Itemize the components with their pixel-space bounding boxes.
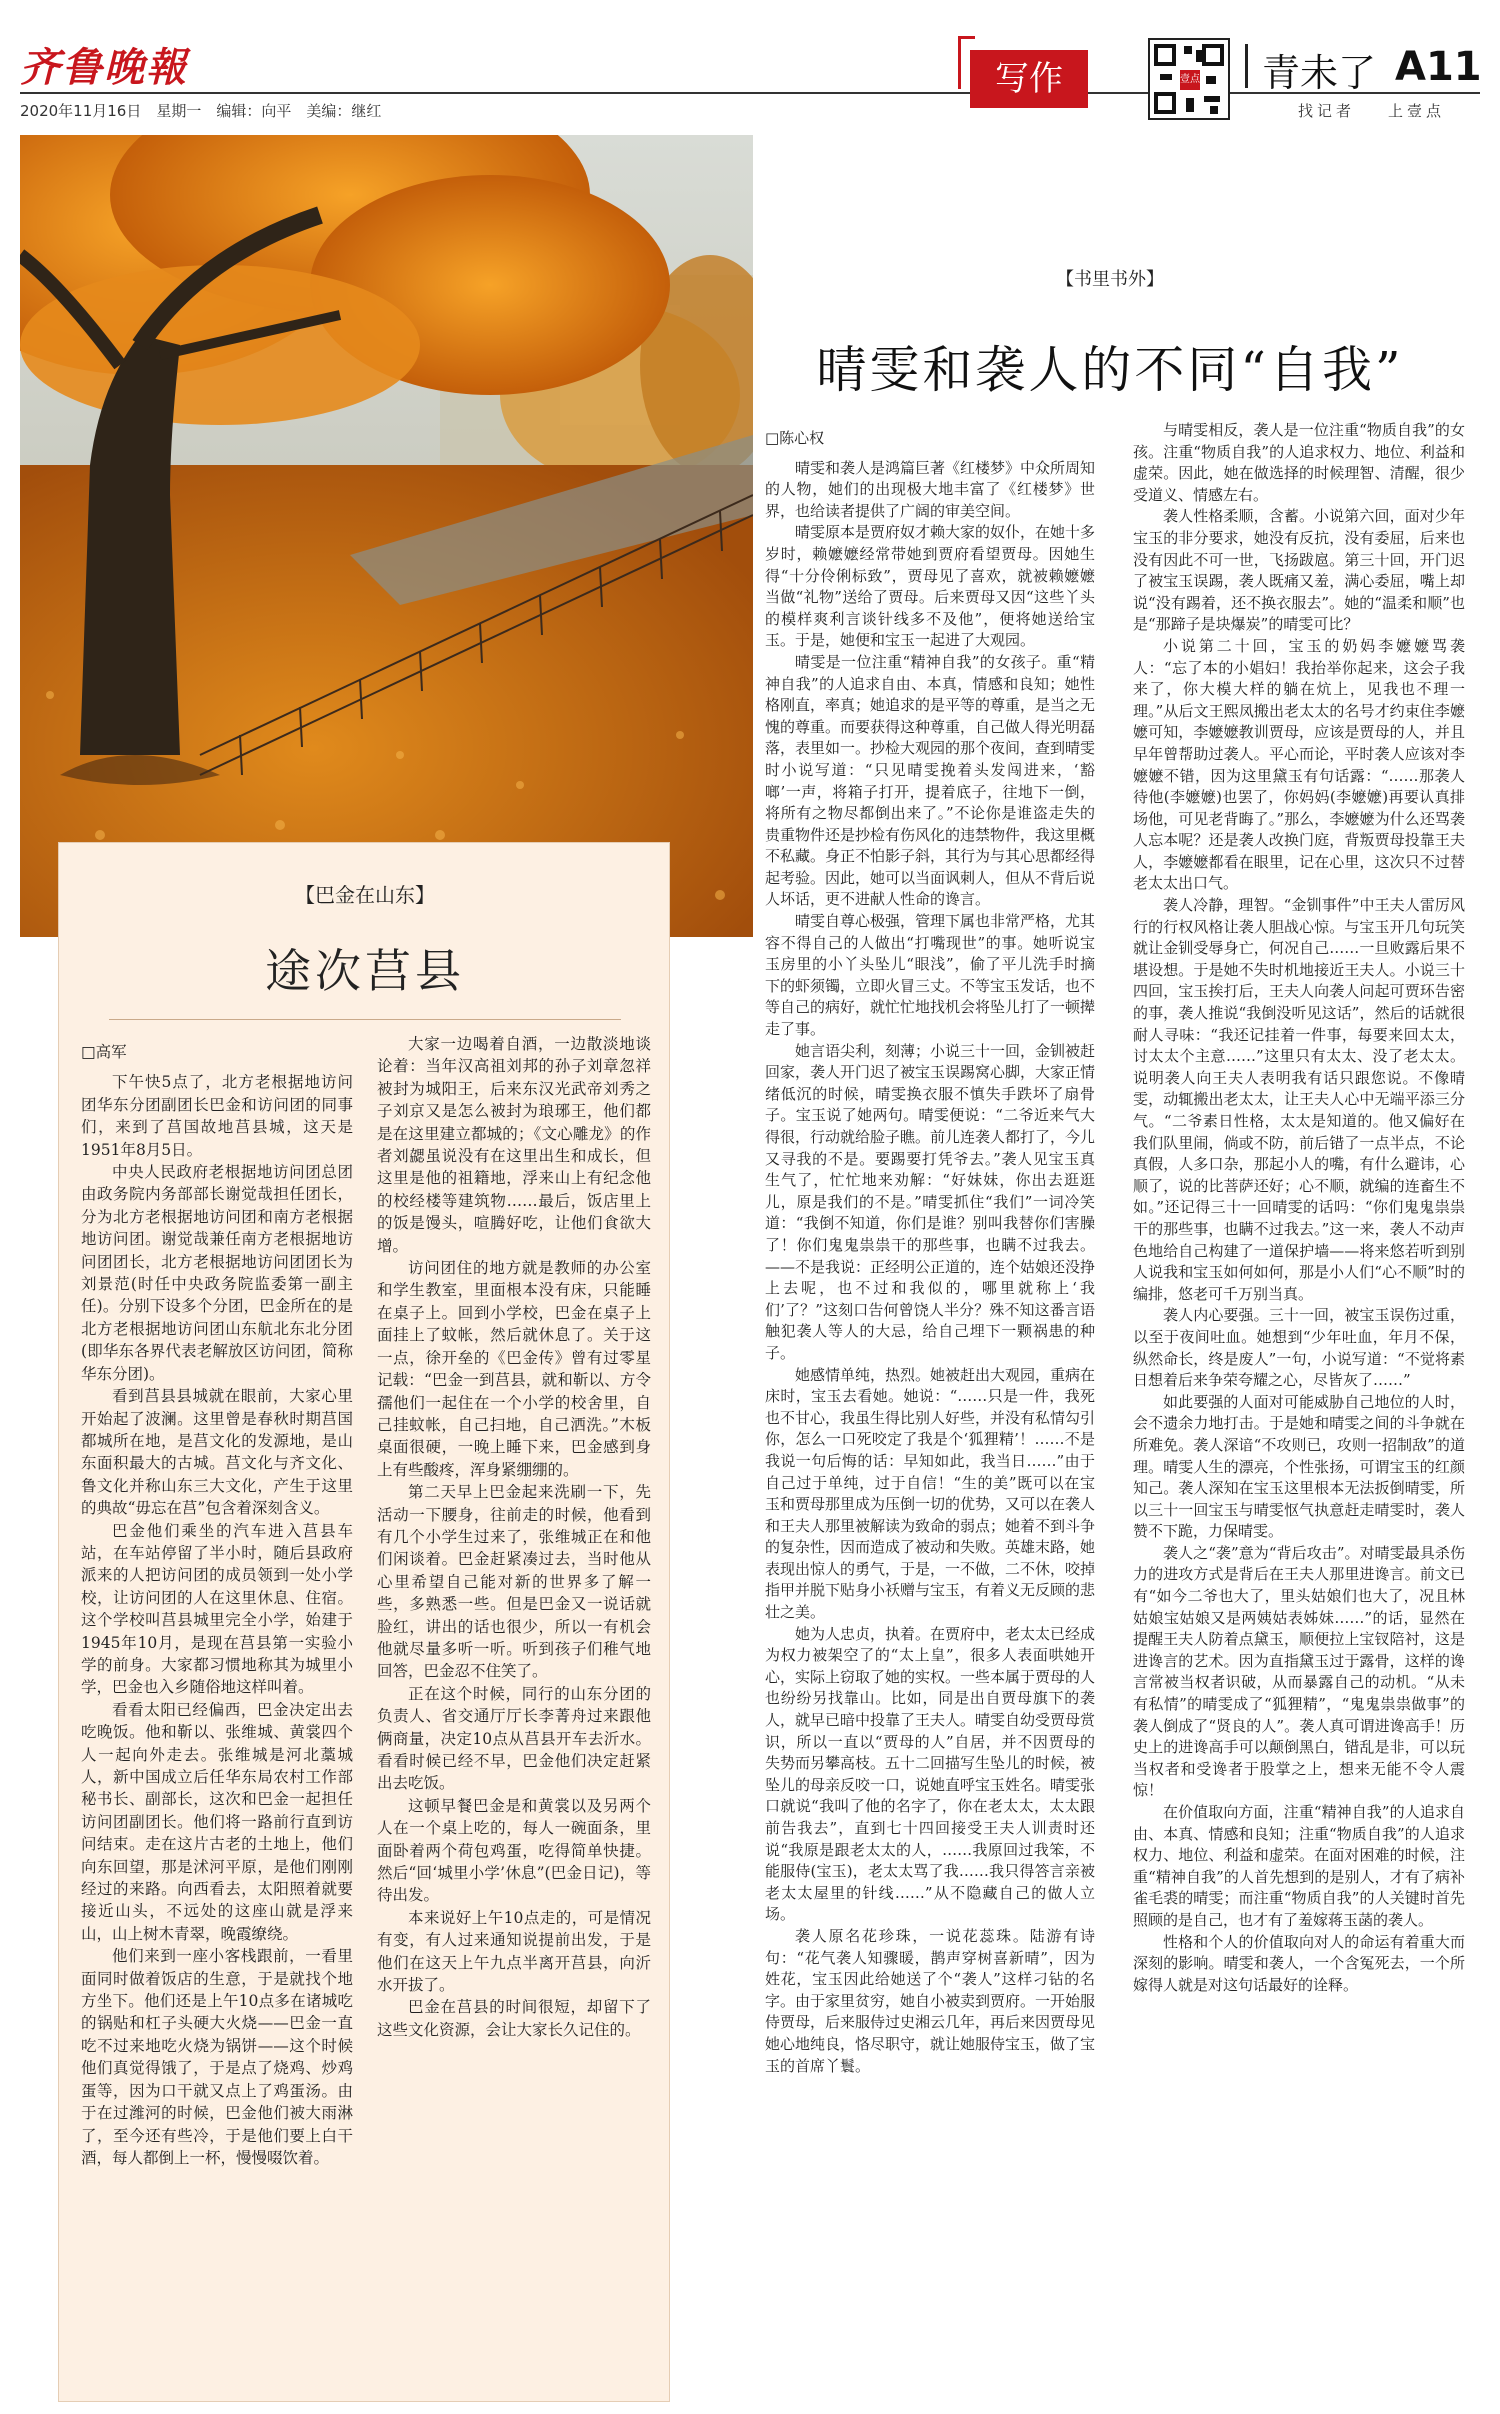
page-number: A11	[1395, 44, 1482, 90]
paragraph: 如此要强的人面对可能威胁自己地位的人时，会不遗余力地打击。于是她和晴雯之间的斗争就在所难免。袭人深谙“不攻则已，攻则一招制敌”的道理。晴雯人生的漂亮，个性张扬，可谓宝玉的红颜知己。袭人深知在宝玉这里根本无法扳倒晴雯，所以三十一回宝玉与晴雯怄气执意赶走晴雯时，袭人赞不下跪，力保晴雯。	[1133, 1392, 1465, 1541]
paragraph: 这顿早餐巴金是和黄裳以及另两个人在一个桌上吃的，每人一碗面条，里面卧着两个荷包鸡蛋，吃得简单快捷。然后“回‘城里小学’休息”(巴金日记)，等待出发。	[377, 1796, 651, 1905]
paragraph: 大家一边喝着自酒，一边散淡地谈论着：当年汉高祖刘邦的孙子刘章忽祥被封为城阳王，后来东汉光武帝刘秀之子刘京又是怎么被封为琅琊王，他们都是在这里建立都城的；《文心雕龙》的作者刘勰虽说没有在这里出生和成长，但这里是他的祖籍地，浮来山上有纪念他的校经楼等建筑物……最后，饭店里上的饭是馒头，喧腾好吃，让他们食欲大增。	[377, 1035, 651, 1255]
section-tag: 写作	[970, 50, 1088, 108]
paragraph: 访问团住的地方就是教师的办公室和学生教室，里面根本没有床，只能睡在桌子上。回到小学校，巴金在桌子上面挂上了蚊帐，然后就休息了。关于这一点，徐开垒的《巴金传》曾有过零星记载：“巴金一到莒县，就和靳以、方令孺他们一起住在一个小学的校舍里，自己挂蚊帐，自己扫地，自己洒洗。”木板桌面很硬，一晚上睡下来，巴金感到身上有些酸疼，浑身紧绷绷的。	[377, 1259, 651, 1479]
paragraph: 晴雯和袭人是鸿篇巨著《红楼梦》中众所周知的人物，她们的出现极大地丰富了《红楼梦》世界，也给读者提供了广阔的审美空间。	[765, 458, 1095, 520]
right-article-tag: 【书里书外】	[1056, 269, 1164, 290]
paragraph: 袭人性格柔顺，含蓄。小说第六回，面对少年宝玉的非分要求，她没有反抗，没有委屈，后来也没有因此不可一世，飞扬跋扈。第三十回，开门迟了被宝玉误踢，袭人既痛又羞，满心委屈，嘴上却说“没有踢着，还不换衣服去”。她的“温柔和顺”也是“那蹄子是块爆炭”的晴雯可比？	[1133, 507, 1465, 634]
paragraph: 袭人之“袭”意为“背后攻击”。对晴雯最具杀伤力的进攻方式是背后在王夫人那里进谗言。前文已有“如今二爷也大了，里头姑娘们也大了，况且林姑娘宝姑娘又是两姨姑表姊妹……”的话，显然在提醒王夫人防着点黛玉，顺便拉上宝钗陪衬，这是进谗言的艺术。因为直指黛玉过于露骨，这样的谗言常被当权者识破，从而暴露自己的动机。“从未有私情”的晴雯成了“狐狸精”，“鬼鬼祟祟做事”的袭人倒成了“贤良的人”。袭人真可谓进谗高手！历史上的进谗高手可以颠倒黑白，错乱是非，可以玩当权者和受谗者于股掌之上，想来无能不令人震惊！	[1133, 1543, 1465, 1800]
header-rule	[20, 92, 1480, 94]
paragraph: 本来说好上午10点走的，可是情况有变，有人过来通知说提前出发，于是他们在这天上午九点半离开莒县，向沂水开拔了。	[377, 1908, 651, 1995]
paragraph: 她感情单纯，热烈。她被赶出大观园，重病在床时，宝玉去看她。她说：“……只是一件，我死也不甘心，我虽生得比别人好些，并没有私情勾引你，怎么一口死咬定了我是个‘狐狸精’！……不是我说一句后悔的话：早知如此，我当日……”由于自己过于单纯，过于自信！“生的美”既可以在宝玉和贾母那里成为压倒一切的优势，又可以在袭人和王夫人那里被解读为致命的弱点；她着不到斗争的复杂性，因而造成了被动和失败。英雄末路，她表现出惊人的勇气，于是，一不做，二不休，咬掉指甲并脱下贴身小袄赠与宝玉，有着义无反顾的悲壮之美。	[765, 1365, 1095, 1622]
slogan-left: 找记者	[1298, 102, 1356, 120]
paragraph: 正在这个时候，同行的山东分团的负责人、省交通厅厅长李菁舟过来跟他俩商量，决定10点从莒县开车去沂水。看看时候已经不早，巴金他们决定赶紧出去吃饭。	[377, 1684, 651, 1793]
paragraph: 看看太阳已经偏西，巴金决定出去吃晚饭。他和靳以、张维城、黄裳四个人一起向外走去。张维城是河北藁城人，新中国成立后任华东局农村工作部秘书长、副部长，这次和巴金一起担任访问团副团长。他们将一路前行直到访问结束。走在这片古老的土地上，他们向东回望，那是沭河平原，是他们刚刚经过的来路。向西看去，太阳照着就要接近山头，不远处的这座山就是浮来山，山上树木青翠，晚霞缭绕。	[81, 1700, 353, 1943]
paragraph: 巴金他们乘坐的汽车进入莒县车站，在车站停留了半小时，随后县政府派来的人把访问团的成员领到一处小学校，让访问团的人在这里休息、住宿。这个学校叫莒县城里完全小学，始建于1945年10月，是现在莒县第一实验小学的前身。大家都习惯地称其为城里小学，巴金也入乡随俗地这样叫着。	[81, 1521, 353, 1697]
paragraph: 他们来到一座小客栈跟前，一看里面同时做着饭店的生意，于是就找个地方坐下。他们还是上午10点多在诸城吃的锅贴和杠子头硬大火烧——巴金一直吃不过来地吃火烧为锅饼——这个时候他们真觉得饿了，于是点了烧鸡、炒鸡蛋等，因为口干就又点上了鸡蛋汤。由于在过潍河的时候，巴金他们被大雨淋了，至今还有些冷，于是他们要上白干酒，每人都倒上一杯，慢慢啜饮着。	[81, 1947, 353, 2167]
masthead	[0, 0, 1500, 128]
qr-label: 壹点	[1180, 70, 1200, 90]
paragraph: 她为人忠贞，执着。在贾府中，老太太已经成为权力被架空了的“太上皇”，很多人表面哄她开心，实际上窃取了她的实权。一些本属于贾母的人也纷纷另找靠山。比如，同是出自贾母旗下的袭人，就早已暗中投靠了王夫人。晴雯自幼受贾母赏识，所以一直以“贾母的人”自居，并不因贾母的失势而另攀高枝。五十二回描写生坠儿的时候，被坠儿的母亲反咬一口，说她直呼宝玉姓名。晴雯张口就说“我叫了他的名字了，你在老太太，太太跟前告我去”，直到七十四回接受王夫人训责时还说“我原是跟老太太的人，……我原回过我笨，不能服侍(宝玉)，老太太骂了我……我只得答言亲被老太太屋里的针线……”从不隐藏自己的做人立场。	[765, 1624, 1095, 1924]
paragraph: 中央人民政府老根据地访问团总团由政务院内务部部长谢觉哉担任团长，分为北方老根据地访问团和南方老根据地访问团。谢觉哉兼任南方老根据地访问团团长，北方老根据地访问团团长为刘景范(时任中央政务院监委第一副主任)。分别下设多个分团，巴金所在的是北方老根据地访问团山东航北东北分团(即华东各界代表老解放区访问团，简称华东分团)。	[81, 1163, 353, 1383]
paragraph: 第二天早上巴金起来洗刷一下，先活动一下腰身，往前走的时候，他看到有几个小学生过来了，张维城正在和他们闲谈着。巴金赶紧凑过去，当时他从心里希望自己能对新的世界多了解一些，多熟悉一些。但是巴金又一说话就脸红，讲出的话也很少，所以一有机会他就尽量多听一听。听到孩子们稚气地回答，巴金忍不住笑了。	[377, 1483, 651, 1681]
paragraph: 袭人原名花珍珠，一说花蕊珠。陆游有诗句：“花气袭人知骤暖，鹊声穿树喜新晴”，因为姓花，宝玉因此给她送了个“袭人”这样刁钻的名字。由于家里贫穷，她自小被卖到贾府。一开始服侍贾母，后来服侍过史湘云几年，再后来因贾母见她心地纯良，恪尽职守，就让她服侍宝玉，做了宝玉的首席丫鬟。	[765, 1926, 1095, 2075]
paragraph: 小说第二十回，宝玉的奶妈李嬷嬷骂袭人：“忘了本的小娼妇！我抬举你起来，这会子我来了，你大模大样的躺在炕上，见我也不理一理。”从后文王熙凤搬出老太太的名号才约束住李嬷嬷可知，李嬷嬷教训贾母，应该是贾母的人，并且早年曾帮助过袭人。平心而论，平时袭人应该对李嬷嬷不错，因为这里黛玉有句话露：“……那袭人待他(李嬷嬷)也罢了，你妈妈(李嬷嬷)再要认真排场他，可见老背晦了。”那么，李嬷嬷为什么还骂袭人忘本呢？还是袭人改换门庭，背叛贾母投靠王夫人，李嬷嬷都看在眼里，记在心里，这次只不过替老太太出口气。	[1133, 636, 1465, 893]
paragraph: 晴雯原本是贾府奴才赖大家的奴仆，在她十多岁时，赖嬷嬷经常带她到贾府看望贾母。因她生得“十分伶俐标致”，贾母见了喜欢，就被赖嬷嬷当做“礼物”送给了贾母。后来贾母又因“这些丫头的模样爽利言谈针线多不及他”，便将她送给宝玉。于是，她便和宝玉一起进了大观园。	[765, 523, 1095, 650]
left-article-box	[58, 842, 670, 2402]
right-byline: □陈心权	[765, 429, 825, 447]
slogan-right: 上壹点	[1388, 102, 1446, 120]
paragraph: 巴金在莒县的时间很短，却留下了这些文化资源，会让大家长久记住的。	[377, 1998, 651, 2039]
date-line: 2020年11月16日 星期一 编辑：向平 美编：继红	[20, 102, 382, 120]
paragraph: 性格和个人的价值取向对人的命运有着重大而深刻的影响。晴雯和袭人，一个含冤死去，一个所嫁得人就是对这句话最好的诠释。	[1133, 1932, 1465, 1994]
paragraph: 看到莒县县城就在眼前，大家心里开始起了波澜。这里曾是春秋时期莒国都城所在地，是莒文化的发源地，是山东面积最大的古城。莒文化与齐文化、鲁文化并称山东三大文化，产生于这里的典故“毋忘在莒”包含着深刻含义。	[81, 1387, 353, 1518]
paragraph: 晴雯是一位注重“精神自我”的女孩子。重“精神自我”的人追求自由、本真，情感和良知；她性格刚直，率真；她追求的是平等的尊重，是当之无愧的尊重。而要获得这种尊重，自己做人得光明磊落，表里如一。抄检大观园的那个夜间，查到晴雯时小说写道：“只见晴雯挽着头发闯进来，‘豁啷’一声，将箱子打开，提着底子，往地下一倒，将所有之物尽都倒出来了。”不论你是谁盗走失的贵重物件还是抄检有伤风化的违禁物件，我这里概不私藏。身正不怕影子斜，其行为与其心思都经得起考验。因此，她可以当面讽刺人，但从不背后说人坏话，更不进献人性命的谗言。	[765, 652, 1095, 909]
paragraph: 她言语尖利，刻薄；小说三十一回，金钏被赶回家，袭人开门迟了被宝玉误踢窝心脚，大家正情绪低沉的时候，晴雯换衣服不慎失手跌坏了扇骨子。宝玉说了她两句。晴雯便说：“二爷近来气大得很，行动就给脸子瞧。前儿连袭人都打了，今儿又寻我的不是。要踢要打凭爷去。”袭人见宝玉真生气了，忙忙地来劝解：“好妹妹，你出去逛逛儿，原是我们的不是。”晴雯抓住“我们”一词冷笑道：“我倒不知道，你们是谁？别叫我替你们害臊了！你们鬼鬼祟祟干的那些事，也瞒不过我去。——不是我说：正经明公正道的，连个姑娘还没挣上去呢，也不过和我似的，哪里就称上‘我们’了？”这刻口告何曾饶人半分？殊不知这番言语触犯袭人等人的大忌，给自己埋下一颗祸患的种子。	[765, 1041, 1095, 1362]
title-rule	[109, 1019, 621, 1020]
divider	[1245, 44, 1248, 88]
left-article-tag: 【巴金在山东】	[295, 883, 435, 907]
left-article-title: 途次莒县	[265, 944, 465, 998]
left-byline: □高军	[81, 1043, 127, 1061]
column-name: 青未了	[1262, 51, 1377, 95]
paragraph: 袭人冷静，理智。“金钏事件”中王夫人雷厉风行的行权风格让袭人胆战心惊。与宝玉开几句玩笑就让金钏受辱身亡，何况自己……一旦败露后果不堪设想。于是她不失时机地接近王夫人。小说三十四回，宝玉挨打后，王夫人向袭人问起可贾环告密的事，袭人推说“我倒没听见这话”，然后的话就很耐人寻味：“我还记挂着一件事，每要来回太太，讨太太个主意……”这里只有太太、没了老太太。说明袭人向王夫人表明我有话只跟您说。不像晴雯，动辄搬出老太太，让王夫人心中无端平添三分气。“二爷素日性格，太太是知道的。他又偏好在我们队里闹，倘或不防，前后错了一点半点，不论真假，人多口杂，那起小人的嘴，有什么避讳，心顺了，说的比菩萨还好；心不顺，就编的连畜生不如。”还记得三十一回晴雯的话吗：“你们鬼鬼祟祟干的那些事，也瞒不过我去。”这一来，袭人不动声色地给自己构建了一道保护墙——将来悠若听到别人说我和宝玉如何如何，那是小人们“心不顺”时的编排，悠老可千万别当真。	[1133, 896, 1465, 1303]
left-article-body	[81, 1033, 651, 2393]
paragraph: 袭人内心要强。三十一回，被宝玉误伤过重，以至于夜间吐血。她想到“少年吐血，年月不保，纵然命长，终是废人”一句，小说写道：“不觉将素日想着后来争荣夸耀之心，尽皆灰了……”	[1133, 1306, 1465, 1390]
paragraph: 在价值取向方面，注重“精神自我”的人追求自由、本真、情感和良知；注重“物质自我”的人追求权力、地位、利益和虚荣。在面对困难的时候，注重“精神自我”的人首先想到的是别人，才有了病补雀毛裘的晴雯；而注重“物质自我”的人关键时首先照顾的是自己，也才有了羞嫁蒋玉菡的袭人。	[1133, 1803, 1465, 1929]
qr-code-icon[interactable]	[1148, 38, 1230, 120]
paragraph: 与晴雯相反，袭人是一位注重“物质自我”的女孩。注重“物质自我”的人追求权力、地位、利益和虚荣。因此，她在做选择的时候理智、清醒，很少受道义、情感左右。	[1133, 421, 1465, 504]
paragraph: 晴雯自尊心极强，管理下属也非常严格，尤其容不得自己的人做出“打嘴现世”的事。她听说宝玉房里的小丫头坠儿“眼浅”，偷了平儿洗手时摘下的虾须镯，立即火冒三丈。不等宝玉发话，也不等自己的病好，就忙忙地找机会将坠儿打了一顿撵走了事。	[765, 912, 1095, 1039]
paragraph: 下午快5点了，北方老根据地访问团华东分团副团长巴金和访问团的同事们，来到了莒国故地莒县城，这天是1951年8月5日。	[81, 1073, 353, 1159]
right-article-title: 晴雯和袭人的不同“自我”	[816, 341, 1404, 399]
autumn-tree-photo	[20, 135, 753, 937]
right-article-body	[765, 420, 1485, 2410]
newspaper-logo: 齐鲁晚報	[20, 44, 188, 91]
